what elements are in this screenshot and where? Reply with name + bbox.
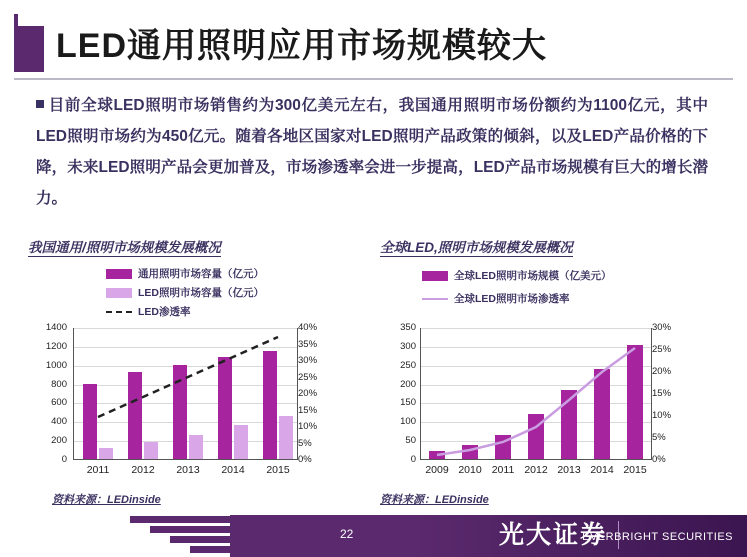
brand-name-en: EVERBRIGHT SECURITIES <box>582 531 733 543</box>
y-tick-right: 25% <box>298 371 318 383</box>
footer-stripe <box>170 536 290 543</box>
footer <box>0 515 747 557</box>
y-tick-left: 100 <box>400 416 416 428</box>
y-tick-right: 15% <box>298 404 318 416</box>
y-tick-left: 200 <box>51 435 67 447</box>
chart-legend-global <box>422 268 710 306</box>
bullet-square-icon <box>36 100 44 108</box>
chart-plot-china <box>45 322 318 476</box>
legend-label: LED渗透率 <box>138 306 191 318</box>
penetration-rate-line <box>73 328 298 460</box>
legend-item <box>422 291 710 306</box>
x-tick-label: 2014 <box>590 464 614 476</box>
y-tick-right: 5% <box>652 432 666 443</box>
y-tick-left: 150 <box>400 397 416 409</box>
body-paragraph <box>36 90 708 214</box>
chart-plot-global <box>400 322 672 476</box>
brand-name-cn: 光大证券 <box>498 520 607 549</box>
x-tick-label: 2009 <box>425 464 449 476</box>
y-tick-left: 200 <box>400 378 416 390</box>
page-number: 22 <box>340 527 354 541</box>
y-tick-right: 0% <box>652 454 666 465</box>
header-accent-mark <box>14 14 44 72</box>
y-tick-right: 40% <box>298 322 318 333</box>
y-tick-left: 50 <box>405 435 416 447</box>
x-tick-label: 2012 <box>524 464 548 476</box>
y-tick-left: 1400 <box>45 322 67 333</box>
x-tick-label: 2011 <box>491 464 515 476</box>
y-tick-left: 350 <box>400 322 416 333</box>
footer-stripe <box>130 516 250 523</box>
x-tick-label: 2015 <box>266 464 290 476</box>
penetration-rate-curve <box>420 328 652 460</box>
x-tick-label: 2013 <box>557 464 581 476</box>
y-tick-left: 300 <box>400 340 416 352</box>
title-divider <box>14 78 733 80</box>
chart-legend-china <box>106 266 348 319</box>
y-tick-left: 0 <box>61 454 67 465</box>
y-tick-right: 20% <box>652 366 672 377</box>
legend-solid-line-icon <box>422 298 448 300</box>
page-title: LED通用照明应用市场规模较大 <box>56 27 547 65</box>
y-tick-left: 250 <box>400 359 416 371</box>
legend-item <box>106 266 348 281</box>
x-tick-label: 2012 <box>131 464 155 476</box>
x-tick-label: 2010 <box>458 464 482 476</box>
body-paragraph-text: 目前全球LED照明市场销售约为300亿美元左右，我国通用照明市场份额约为1100亿元，其中LED照明市场约为450亿元。随着各地区国家对LED照明产品政策的倾斜，以及LED产品价格的下降，未来LED照明产品会更加普及，市场渗透率会进一步提高，LED产品市场规模有巨大的增长潜力。 <box>36 97 708 207</box>
x-tick-label: 2011 <box>86 464 110 476</box>
legend-swatch-icon <box>106 288 132 298</box>
y-tick-left: 800 <box>51 378 67 390</box>
y-tick-left: 600 <box>51 397 67 409</box>
y-tick-right: 10% <box>652 410 672 421</box>
x-tick-label: 2013 <box>176 464 200 476</box>
y-tick-right: 35% <box>298 338 318 350</box>
legend-label: 通用照明市场容量（亿元） <box>138 268 264 280</box>
footer-stripe <box>150 526 270 533</box>
legend-item <box>422 268 710 283</box>
y-tick-left: 0 <box>410 454 416 465</box>
legend-swatch-icon <box>106 269 132 279</box>
legend-item <box>106 285 348 300</box>
legend-dashed-line-icon <box>106 311 132 313</box>
footer-stripe <box>190 546 310 553</box>
chart-panel-china <box>28 236 348 506</box>
legend-label: 全球LED照明市场规模（亿美元） <box>454 270 612 282</box>
legend-item <box>106 304 348 319</box>
x-tick-label: 2014 <box>221 464 245 476</box>
y-tick-right: 25% <box>652 344 672 355</box>
legend-label: 全球LED照明市场渗透率 <box>454 293 570 305</box>
y-tick-right: 0% <box>298 454 312 465</box>
legend-label: LED照明市场容量（亿元） <box>138 287 264 299</box>
y-tick-right: 5% <box>298 437 312 449</box>
chart-source-china: 资料来源：LEDinside <box>52 494 161 506</box>
legend-swatch-icon <box>422 271 448 281</box>
chart-panel-global <box>380 236 710 506</box>
y-tick-left: 400 <box>51 416 67 428</box>
y-tick-right: 10% <box>298 421 318 432</box>
x-tick-label: 2015 <box>623 464 647 476</box>
y-tick-left: 1200 <box>45 340 67 352</box>
chart-source-global: 资料来源：LEDinside <box>380 494 489 506</box>
chart-title-china: 我国通用/照明市场规模发展概况 <box>28 240 221 255</box>
y-tick-left: 1000 <box>45 359 67 371</box>
y-tick-right: 15% <box>652 388 672 399</box>
y-tick-right: 30% <box>652 322 672 333</box>
y-tick-right: 20% <box>298 388 318 399</box>
chart-title-global: 全球LED,照明市场规模发展概况 <box>380 240 573 255</box>
y-tick-right: 30% <box>298 355 318 366</box>
